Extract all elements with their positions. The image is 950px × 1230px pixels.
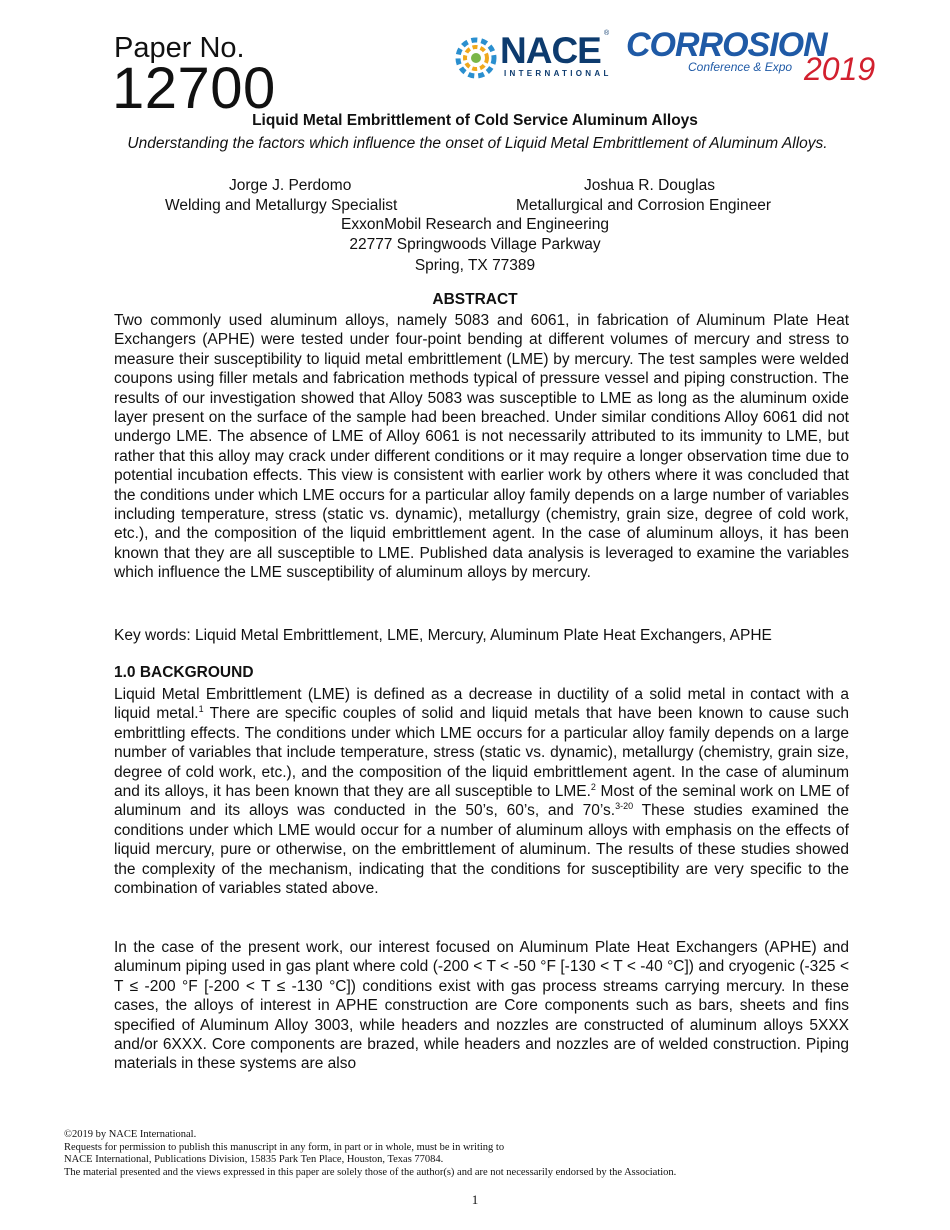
paper-number: 12700 (112, 56, 276, 121)
paper-subtitle: Understanding the factors which influence the onset of Liquid Metal Embrittlement of Aluminum Alloys. (127, 135, 828, 152)
author-1-name: Jorge J. Perdomo (229, 177, 352, 194)
reference-3-20: 3-20 (615, 801, 634, 812)
background-paragraph-2: In the case of the present work, our interest focused on Aluminum Plate Heat Exchangers (APHE) and aluminum piping used in gas plant where cold (-200 < T < -50 °F [-130 < T < -40 °C]) and cryogenic (-325 < T ≤ -200 °F [-200 < T ≤ -130 °C]) conditions exist with gas process streams carrying mercury. In these cases, the alloys of interest in APHE construction are Core components such as bars, sheets and fins specified of Aluminum Alloy 3003, while headers and nozzles are constructed of aluminum alloys 5XXX and/or 6XXX. Core components are brazed, while headers and nozzles are of welded construction. Piping materials in these systems are also (114, 939, 849, 1073)
footer-notice (64, 1129, 676, 1179)
footer-line-2: Requests for permission to publish this manuscript in any form, in part or in whole, must be in writing to (64, 1141, 505, 1153)
footer-line-3: NACE International, Publications Division, 15835 Park Ten Place, Houston, Texas 77084. (64, 1154, 444, 1166)
corrosion-year: 2019 (804, 51, 876, 87)
background-heading: 1.0 BACKGROUND (114, 664, 254, 681)
abstract-heading: ABSTRACT (432, 291, 518, 308)
author-1-role: Welding and Metallurgy Specialist (165, 197, 398, 214)
nace-logo (452, 30, 622, 80)
nace-registered-mark: ® (604, 30, 610, 37)
page-number: 1 (471, 1192, 479, 1207)
corrosion-subtitle: Conference & Expo (688, 60, 793, 74)
footer-copyright: ©2019 by NACE International. (64, 1129, 197, 1140)
reference-2: 2 (590, 781, 596, 792)
reference-1: 1 (198, 704, 204, 715)
corrosion-logo (626, 26, 886, 88)
background-text-c: Most of the seminal work on LME of aluminum and its alloys was conducted in the 50’s, 60’s, and 70’s. (114, 783, 850, 820)
background-text-d: These studies examined the conditions under which LME would occur for a number of aluminum alloys with emphasis on the effects of liquid mercury, pure or otherwise, on the embrittlement of aluminum. The results of these studies showed the complexity of the mechanism, indicating that the conditions for susceptibility are very specific to the combination of variables stated above. (114, 802, 850, 898)
background-paragraph-1 (114, 685, 849, 898)
nace-globe-icon (452, 34, 500, 82)
footer-line-4: The material presented and the views expressed in this paper are solely those of the author(s) and are not necessarily endorsed by the Association. (64, 1166, 677, 1178)
background-text-a: Liquid Metal Embrittlement (LME) is defined as a decrease in ductility of a solid metal in contact with a liquid metal. (114, 686, 849, 723)
author-2-name: Joshua R. Douglas (584, 177, 715, 194)
abstract-text: Two commonly used aluminum alloys, namely 5083 and 6061, in fabrication of Aluminum Plate Heat Exchangers (APHE) were tested under four-point bending at different volumes of mercury and stress to measure their susceptibility to liquid metal embrittlement (LME) by mercury. The test samples were welded coupons using filler metals and fabrication methods typical of pressure vessel and piping construction. The results of our investigation showed that Alloy 5083 was susceptible to LME as long as the aluminum oxide layer present on the surface of the sample had been breached. Under similar conditions Alloy 6061 did not undergo LME. The absence of LME of Alloy 6061 is not necessarily attributed to its immunity to LME, but rather that this alloy may crack under different conditions or it may require a longer observation time due to potential incubation effects. This view is consistent with earlier work by others where it was concluded that the conditions under which LME occurs for a particular alloy family depends on a large number of variables including temperature, stress (static vs. dynamic), metallurgy (chemistry, grain size, degree of cold work, etc.), and the composition of the liquid embrittlement agent. In the case of aluminum alloys, it has been known that they are all susceptible to LME. Published data analysis is leveraged to examine the variables which influence the LME susceptibility of aluminum alloys by mercury. (114, 312, 849, 582)
affiliation-street: 22777 Springwoods Village Parkway (349, 236, 601, 253)
affiliation-city: Spring, TX 77389 (414, 257, 536, 274)
corrosion-wordmark: CORROSION (626, 26, 827, 64)
nace-subtitle: INTERNATIONAL (504, 69, 612, 78)
keywords: Key words: Liquid Metal Embrittlement, LME, Mercury, Aluminum Plate Heat Exchangers, APHE (114, 627, 772, 644)
background-text-b: There are specific couples of solid and liquid metals that have been known to cause such embrittling effects. The conditions under which LME occurs for a particular alloy family depends on a large number of variables that include temperature, stress (static vs. dynamic), metallurgy (chemistry, grain size, degree of cold work, etc.), and the composition of the liquid embrittlement agent. In the case of aluminum and its alloys, it has been known that they are all susceptible to LME. (114, 705, 849, 801)
affiliation-org: ExxonMobil Research and Engineering (341, 216, 609, 233)
paper-title: Liquid Metal Embrittlement of Cold Service Aluminum Alloys (252, 112, 698, 129)
nace-wordmark: NACE (500, 30, 601, 71)
paper-number-label: Paper No. (114, 32, 245, 64)
author-2-role: Metallurgical and Corrosion Engineer (516, 197, 772, 214)
